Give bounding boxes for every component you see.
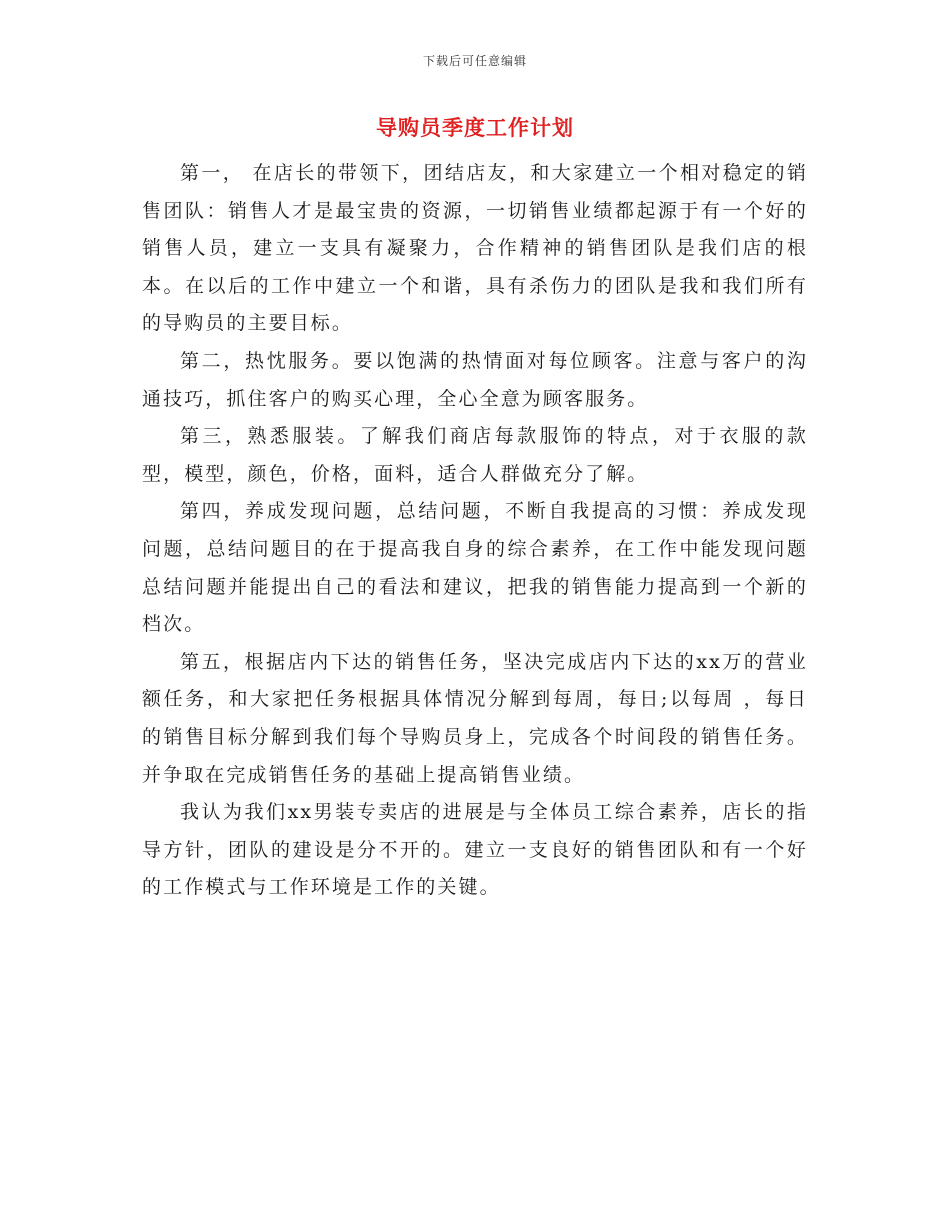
paragraph-4: 第四，养成发现问题，总结问题，不断自我提高的习惯：养成发现问题，总结问题目的在于提高我自身的综合素养，在工作中能发现问题总结问题并能提出自己的看法和建议，把我的销售能力提高到一个新的档次。 bbox=[142, 500, 808, 636]
paragraph-2: 第二，热忱服务。要以饱满的热情面对每位顾客。注意与客户的沟通技巧，抓住客户的购买心理，全心全意为顾客服务。 bbox=[142, 349, 808, 410]
document-title: 导购员季度工作计划 bbox=[376, 115, 574, 140]
paragraph-6: 我认为我们xx男装专卖店的进展是与全体员工综合素养，店长的指导方针，团队的建设是分不开的。建立一支良好的销售团队和有一个好的工作模式与工作环境是工作的关键。 bbox=[142, 801, 808, 899]
paragraph-5: 第五，根据店内下达的销售任务，坚决完成店内下达的xx万的营业额任务，和大家把任务根据具体情况分解到每周，每日;以每周 ，每日的销售目标分解到我们每个导购员身上，完成各个时间段的销售任务。并争取在完成销售任务的基础上提高销售业绩。 bbox=[142, 650, 808, 786]
document-body bbox=[142, 155, 808, 907]
paragraph-1: 第一， 在店长的带领下，团结店友，和大家建立一个相对稳定的销售团队：销售人才是最宝贵的资源，一切销售业绩都起源于有一个好的销售人员，建立一支具有凝聚力，合作精神的销售团队是我们店的根本。在以后的工作中建立一个和谐，具有杀伤力的团队是我和我们所有的导购员的主要目标。 bbox=[142, 162, 808, 335]
paragraph-3: 第三，熟悉服装。了解我们商店每款服饰的特点，对于衣服的款型，模型，颜色，价格，面料，适合人群做充分了解。 bbox=[142, 425, 808, 485]
page-header-note: 下载后可任意编辑 bbox=[422, 54, 527, 68]
